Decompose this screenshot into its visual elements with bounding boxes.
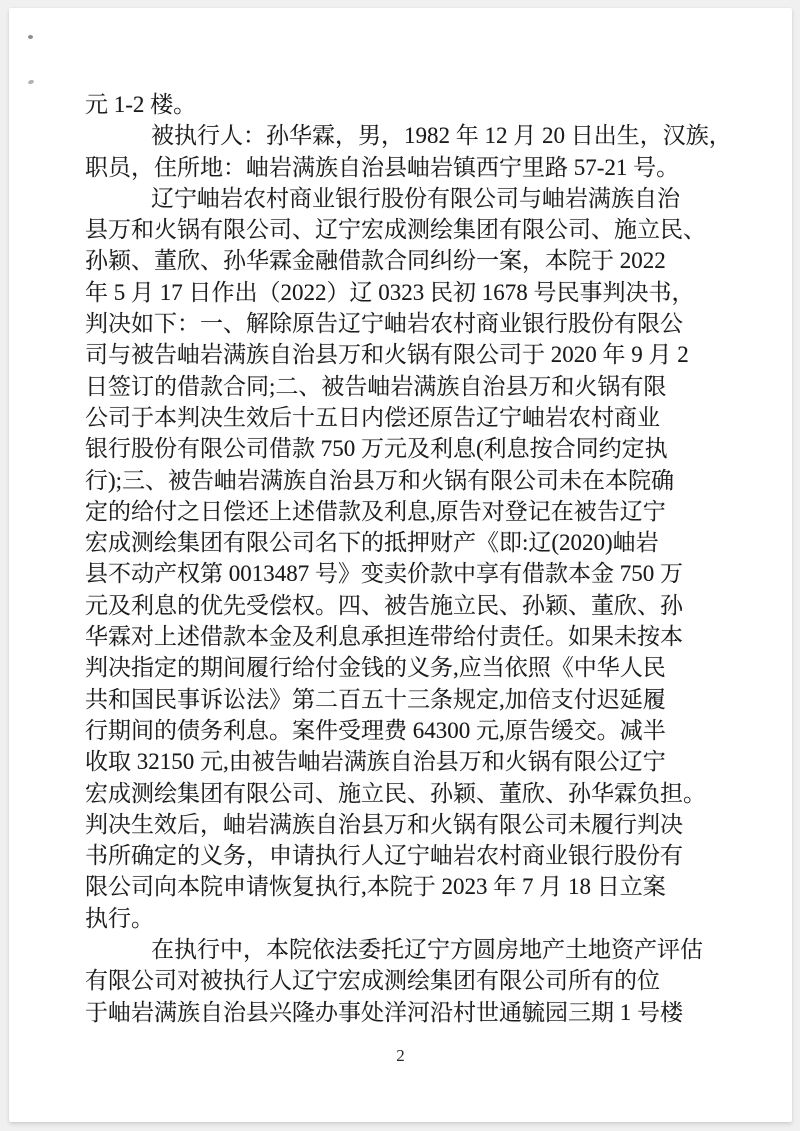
text-line: 行);三、被告岫岩满族自治县万和火锅有限公司未在本院确 xyxy=(85,467,675,493)
text-line: 有限公司对被执行人辽宁宏成测绘集团有限公司所有的位 xyxy=(85,968,660,994)
text-line: 银行股份有限公司借款 750 万元及利息(利息按合同约定执 xyxy=(85,436,668,462)
text-line: 宏成测绘集团有限公司、施立民、孙颖、董欣、孙华霖负担。 xyxy=(85,780,706,806)
text-line: 于岫岩满族自治县兴隆办事处洋河沿村世通毓园三期 1 号楼 xyxy=(85,999,683,1025)
page-number: 2 xyxy=(396,1046,405,1065)
text-line: 被执行人：孙华霖，男，1982 年 12 月 20 日出生，汉族， xyxy=(151,123,732,149)
text-line: 在执行中，本院依法委托辽宁方圆房地产土地资产评估 xyxy=(151,937,703,963)
scan-speck xyxy=(28,35,33,39)
text-line: 辽宁岫岩农村商业银行股份有限公司与岫岩满族自治 xyxy=(151,185,680,211)
text-line: 定的给付之日偿还上述借款及利息,原告对登记在被告辽宁 xyxy=(85,498,666,524)
text-line: 年 5 月 17 日作出（2022）辽 0323 民初 1678 号民事判决书， xyxy=(85,279,695,305)
text-line: 书所确定的义务，申请执行人辽宁岫岩农村商业银行股份有 xyxy=(85,843,683,869)
text-line: 县万和火锅有限公司、辽宁宏成测绘集团有限公司、施立民、 xyxy=(85,217,706,243)
scan-speck xyxy=(27,79,34,85)
text-line: 判决如下：一、解除原告辽宁岫岩农村商业银行股份有限公 xyxy=(85,311,683,337)
text-line: 元 1-2 楼。 xyxy=(85,92,197,117)
text-line: 判决指定的期间履行给付金钱的义务,应当依照《中华人民 xyxy=(85,655,666,681)
text-line: 职员，住所地：岫岩满族自治县岫岩镇西宁里路 57-21 号。 xyxy=(85,154,680,180)
text-line: 宏成测绘集团有限公司名下的抵押财产《即:辽(2020)岫岩 xyxy=(85,530,659,556)
text-line: 元及利息的优先受偿权。四、被告施立民、孙颖、董欣、孙 xyxy=(85,592,683,618)
text-line: 限公司向本院申请恢复执行,本院于 2023 年 7 月 18 日立案 xyxy=(85,874,666,900)
text-line: 司与被告岫岩满族自治县万和火锅有限公司于 2020 年 9 月 2 xyxy=(85,342,689,368)
text-line: 公司于本判决生效后十五日内偿还原告辽宁岫岩农村商业 xyxy=(85,404,660,430)
text-line: 执行。 xyxy=(85,905,154,931)
text-line: 共和国民事诉讼法》第二百五十三条规定,加倍支付迟延履 xyxy=(85,686,666,712)
text-line: 县不动产权第 0013487 号》变卖价款中享有借款本金 750 万 xyxy=(85,561,683,587)
text-line: 行期间的债务利息。案件受理费 64300 元,原告缓交。减半 xyxy=(85,717,666,743)
document-body xyxy=(85,89,732,1028)
text-line: 收取 32150 元,由被告岫岩满族自治县万和火锅有限公辽宁 xyxy=(85,749,666,775)
text-line: 日签订的借款合同;二、被告岫岩满族自治县万和火锅有限 xyxy=(85,373,667,399)
document-page xyxy=(9,8,792,1122)
text-line: 华霖对上述借款本金及利息承担连带给付责任。如果未按本 xyxy=(85,624,683,650)
text-line: 判决生效后，岫岩满族自治县万和火锅有限公司未履行判决 xyxy=(85,811,683,837)
text-line: 孙颖、董欣、孙华霖金融借款合同纠纷一案，本院于 2022 xyxy=(85,248,666,274)
